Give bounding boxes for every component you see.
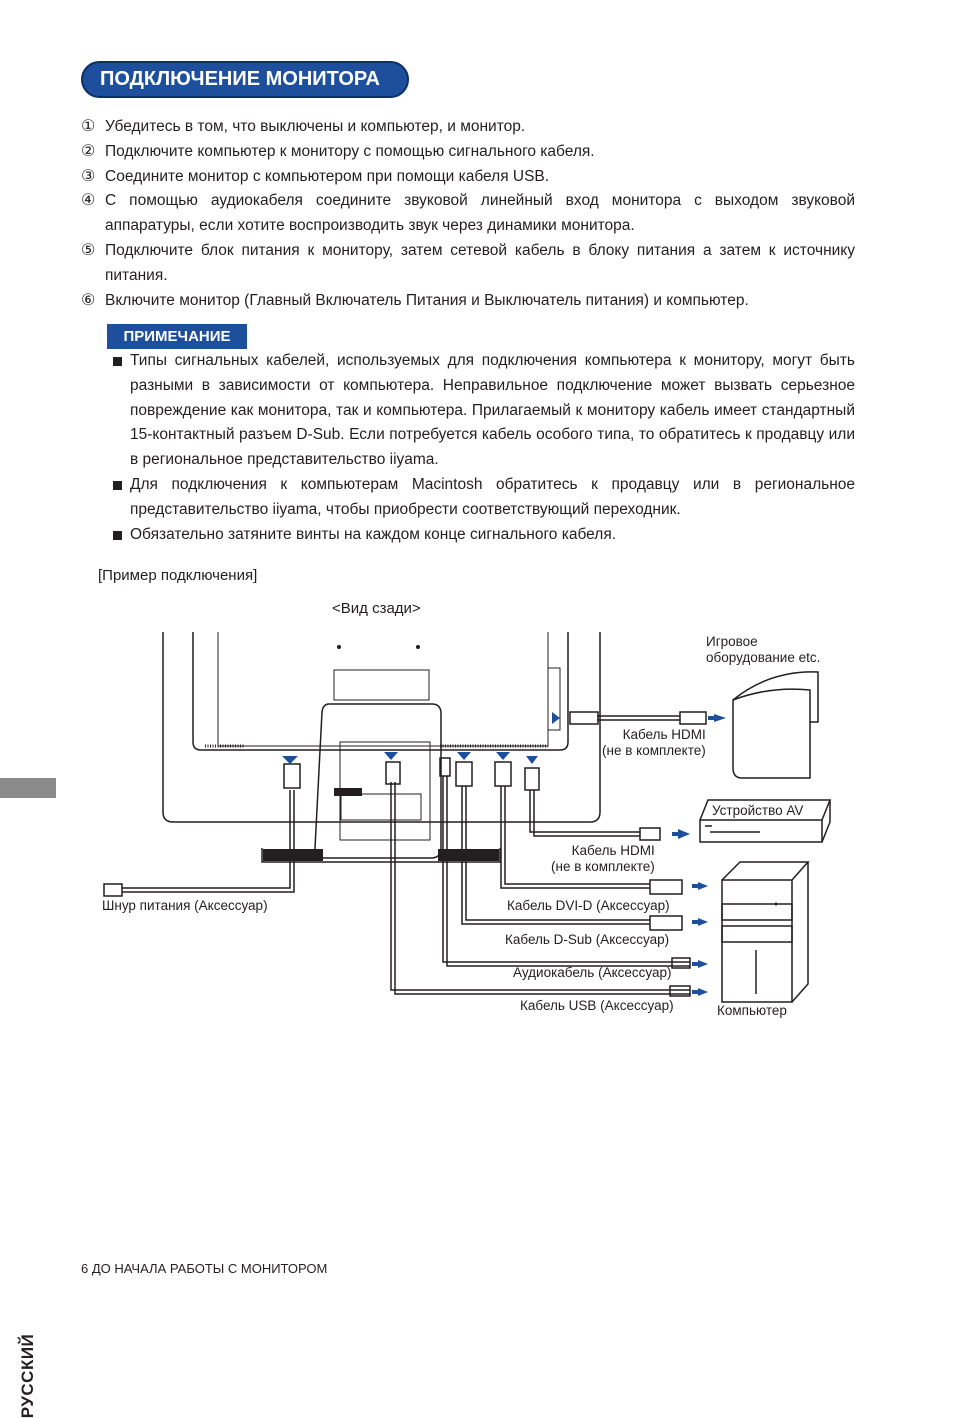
page-title: ПОДКЛЮЧЕНИЕ МОНИТОРА bbox=[81, 61, 409, 98]
step-number: ⑥ bbox=[81, 291, 96, 309]
step-text: Убедитесь в том, что выключены и компьютер, и монитор. bbox=[105, 118, 526, 135]
note-text: Типы сигнальных кабелей, используемых для подключения компьютера к монитору, могут быть разными в зависимости от компьютера. Неправильное подключение может вызвать серьезное повреждение как монитора, так и компьютера. Прилагаемый к монитору кабель имеет стандартный 15-контактный разъем D-Sub. Если потребуется кабель особого типа, то обратитесь к продавцу или в региональное представительство iiyama. bbox=[130, 352, 855, 469]
step-number: ① bbox=[81, 118, 96, 135]
rear-view-label: <Вид сзади> bbox=[332, 600, 421, 617]
note-text: Для подключения к компьютерам Macintosh обратитесь к продавцу или в региональное представительство iiyama, чтобы приобрести соответствующий переходник. bbox=[130, 475, 855, 518]
monitor-stand bbox=[262, 704, 500, 862]
language-tab bbox=[0, 650, 56, 1418]
step-text: Подключите блок питания к монитору, затем сетевой кабель в блоку питания а затем к источнику питания. bbox=[105, 241, 855, 284]
computer-label: Компьютер bbox=[717, 1003, 787, 1018]
game-device-icon bbox=[733, 672, 818, 778]
hdmi-cable-1-label: Кабель HDMI (не в комплекте) bbox=[602, 727, 706, 758]
step-text: Подключите компьютер к монитору с помощью сигнального кабеля. bbox=[105, 142, 595, 160]
page-footer: 6 ДО НАЧАЛА РАБОТЫ С МОНИТОРОМ bbox=[81, 1261, 328, 1276]
dsub-cable-label: Кабель D-Sub (Аксессуар) bbox=[505, 932, 670, 947]
dvi-cable-label: Кабель DVI-D (Аксессуар) bbox=[507, 898, 670, 913]
note-heading: ПРИМЕЧАНИЕ bbox=[107, 324, 247, 349]
computer-tower-icon bbox=[722, 862, 808, 1002]
usb-cable-label: Кабель USB (Аксессуар) bbox=[520, 998, 674, 1013]
audio-cable-label: Аудиокабель (Аксессуар) bbox=[513, 965, 672, 980]
note-text: Обязательно затяните винты на каждом конце сигнального кабеля. bbox=[130, 525, 617, 543]
step-number: ④ bbox=[81, 192, 96, 210]
example-label: [Пример подключения] bbox=[98, 567, 258, 584]
step-text: Включите монитор (Главный Включатель Питания и Выключатель питания) и компьютер. bbox=[105, 291, 749, 309]
av-device-label: Устройство AV bbox=[712, 803, 804, 818]
step-number: ② bbox=[81, 142, 96, 160]
game-device-label: Игровое оборудование etc. bbox=[706, 634, 821, 665]
step-number: ⑤ bbox=[81, 241, 96, 259]
language-tab-label: РУССКИЙ bbox=[18, 1333, 37, 1418]
hdmi-cable-2-label: Кабель HDMI (не в комплекте) bbox=[551, 843, 655, 874]
step-text: Соедините монитор с компьютером при помощи кабеля USB. bbox=[105, 167, 550, 185]
language-tab-bar bbox=[0, 778, 56, 798]
power-cord-label: Шнур питания (Аксессуар) bbox=[102, 898, 268, 913]
step-number: ③ bbox=[81, 167, 96, 185]
step-text: С помощью аудиокабеля соедините звуковой линейный вход монитора с выходом звуковой аппаратуры, если хотите воспроизводить звук через динамики монитора. bbox=[105, 192, 855, 235]
